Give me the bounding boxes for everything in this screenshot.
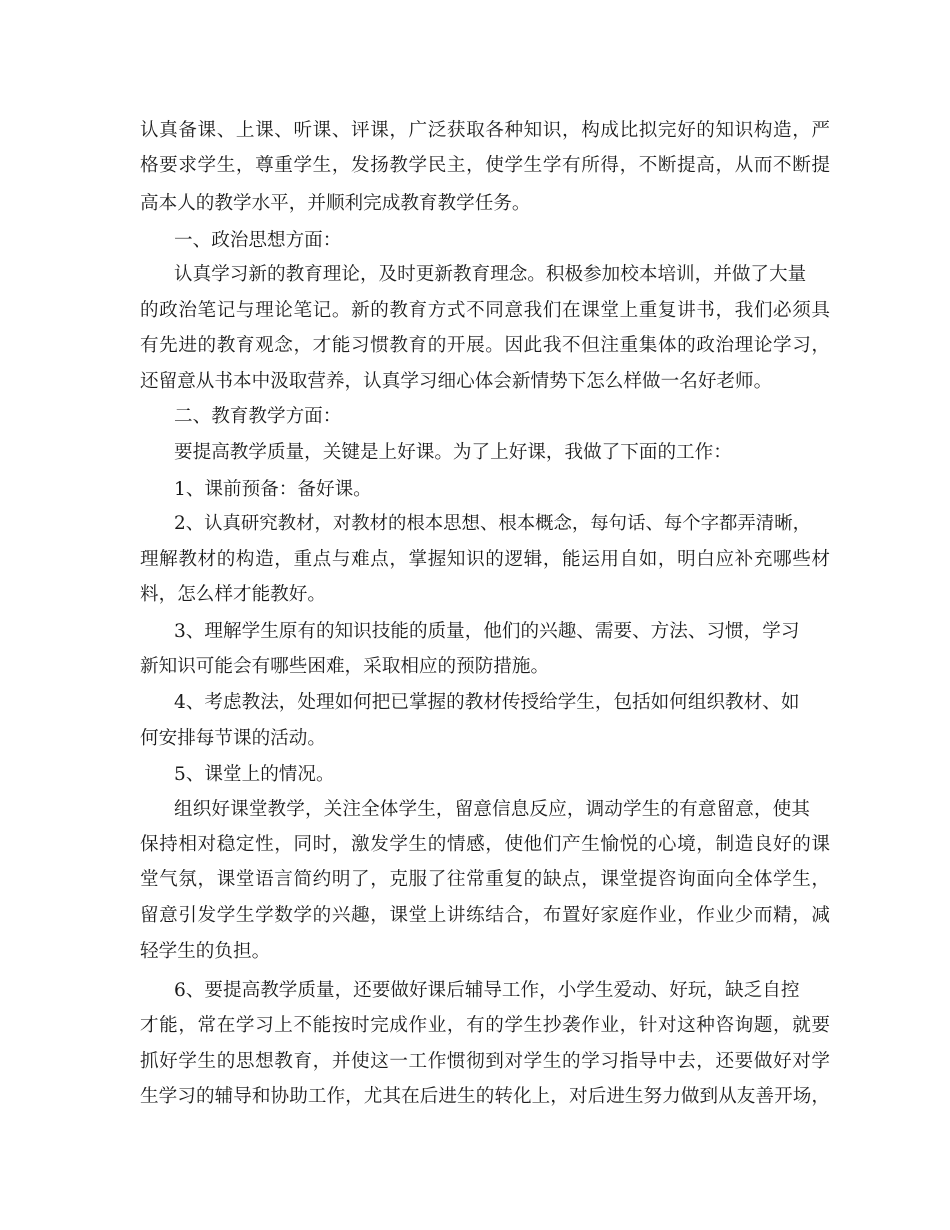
section-heading: 一、政治思想方面：: [174, 230, 342, 251]
list-item: 5、课堂上的情况。: [174, 764, 335, 785]
list-item: 1、课前预备：备好课。: [174, 479, 372, 500]
text-line: 抓好学生的思想教育，并使这一工作惯彻到对学生的学习指导中去，还要做好对学: [140, 1051, 830, 1072]
text-line: 保持相对稳定性，同时，激发学生的情感，使他们产生愉悦的心境，制造良好的课: [140, 834, 830, 855]
list-item: 4、考虑教法，处理如何把已掌握的教材传授给学生，包括如何组织教材、如: [174, 692, 800, 713]
text-line: 何安排每节课的活动。: [140, 728, 326, 749]
list-item: 3、理解学生原有的知识技能的质量，他们的兴趣、需要、方法、习惯，学习: [174, 621, 800, 642]
text-line: 新知识可能会有哪些困难，采取相应的预防措施。: [140, 656, 550, 677]
list-item: 2、认真研究教材，对教材的根本思想、根本概念，每句话、每个字都弄清晰，: [174, 513, 811, 534]
text-line: 理解教材的构造，重点与难点，掌握知识的逻辑，能运用自如，明白应补充哪些材: [140, 549, 830, 570]
text-line: 料，怎么样才能教好。: [140, 584, 326, 605]
text-line: 堂气氛，课堂语言简约明了，克服了往常重复的缺点，课堂提咨询面向全体学生，: [140, 869, 830, 890]
text-line: 轻学生的负担。: [140, 941, 271, 962]
text-line: 生学习的辅导和协助工作，尤其在后进生的转化上，对后进生努力做到从友善开场，: [140, 1086, 830, 1107]
list-item: 6、要提高教学质量，还要做好课后辅导工作，小学生爱动、好玩，缺乏自控: [174, 980, 800, 1001]
text-line: 要提高教学质量，关键是上好课。为了上好课，我做了下面的工作：: [174, 442, 732, 463]
text-line: 才能，常在学习上不能按时完成作业，有的学生抄袭作业，针对这种咨询题，就要: [140, 1015, 830, 1036]
text-line: 有先进的教育观念，才能习惯教育的开展。因此我不但注重集体的政治理论学习，: [140, 335, 830, 356]
text-line: 留意引发学生学数学的兴趣，课堂上讲练结合，布置好家庭作业，作业少而精，减: [140, 905, 830, 926]
text-line: 高本人的教学水平，并顺利完成教育教学任务。: [140, 193, 531, 214]
text-line: 格要求学生，尊重学生，发扬教学民主，使学生学有所得，不断提高，从而不断提: [140, 155, 830, 176]
section-heading: 二、教育教学方面：: [174, 406, 342, 427]
text-line: 认真备课、上课、听课、评课，广泛获取各种知识，构成比拟完好的知识构造，严: [140, 120, 830, 141]
text-line: 还留意从书本中汲取营养，认真学习细心体会新情势下怎么样做一名好老师。: [140, 371, 773, 392]
text-line: 的政治笔记与理论笔记。新的教育方式不同意我们在课堂上重复讲书，我们必须具: [140, 300, 830, 321]
text-line: 组织好课堂教学，关注全体学生，留意信息反应，调动学生的有意留意，使其: [174, 799, 810, 820]
text-line: 认真学习新的教育理论，及时更新教育理念。积极参加校本培训，并做了大量: [174, 264, 807, 285]
